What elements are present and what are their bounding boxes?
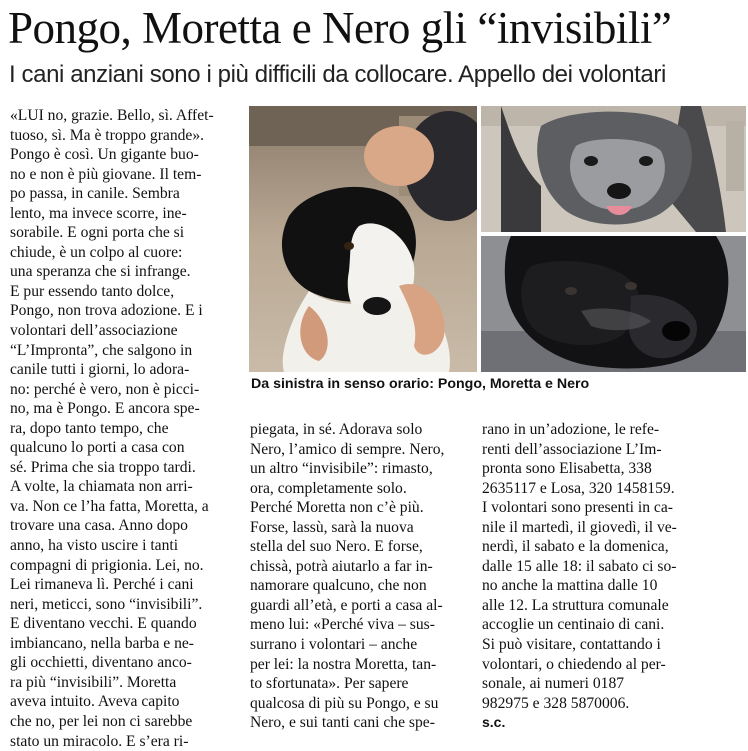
text-line: meno lui: «Perché viva – sus- <box>250 615 466 635</box>
text-line: Nero, l’amico di sempre. Nero, <box>250 440 466 460</box>
text-line: stella del suo Nero. E forse, <box>250 537 466 557</box>
text-line: renti dell’associazione L’Im- <box>482 440 740 460</box>
text-line: no: perché è vero, non è picci- <box>10 380 242 400</box>
text-line: nerdì, il sabato e la domenica, <box>482 537 740 557</box>
text-line: 2635117 e Losa, 320 1458159. <box>482 479 740 499</box>
text-line: «LUI no, grazie. Bello, sì. Affet- <box>10 106 242 126</box>
text-line: Forse, lassù, sarà la nuova <box>250 518 466 538</box>
text-line: sorabile. E ogni porta che si <box>10 223 242 243</box>
text-line: lento, ma invece scorre, ine- <box>10 204 242 224</box>
text-line: chiude, è un colpo al cuore: <box>10 243 242 263</box>
text-line: volontari dell’associazione <box>10 321 242 341</box>
text-line: piegata, in sé. Adorava solo <box>250 420 466 440</box>
photo-group <box>249 106 746 372</box>
text-line: “L’Impronta”, che salgono in <box>10 341 242 361</box>
text-line: ra più “invisibili”. Moretta <box>10 673 242 693</box>
article-column-2 <box>250 420 466 733</box>
text-line: surrano i volontari – anche <box>250 635 466 655</box>
text-line: neri, meticci, sono “invisibili”. <box>10 595 242 615</box>
text-line: guardi all’età, e porti a casa al- <box>250 596 466 616</box>
text-line: alle 12. La struttura comunale <box>482 596 740 616</box>
text-line: gli occhietti, diventano anco- <box>10 653 242 673</box>
text-line: aveva intuito. Aveva capito <box>10 692 242 712</box>
headline: Pongo, Moretta e Nero gli “invisibili” <box>8 2 743 54</box>
text-line: canile tutti i giorni, lo adora- <box>10 360 242 380</box>
text-line: E diventano vecchi. E quando <box>10 614 242 634</box>
text-line: qualcuno lo porti a casa con <box>10 438 242 458</box>
text-line: E pur essendo tanto dolce, <box>10 282 242 302</box>
article-column-1 <box>10 106 242 751</box>
text-line: namorare qualcuno, che non <box>250 576 466 596</box>
text-line: to sfortunata». Per sapere <box>250 674 466 694</box>
text-line: no, ma è Pongo. E ancora spe- <box>10 399 242 419</box>
text-line: una speranza che si infrange. <box>10 262 242 282</box>
photo-moretta <box>481 106 746 232</box>
photo-nero <box>481 236 746 372</box>
text-line: compagni di prigionia. Lei, no. <box>10 556 242 576</box>
photo-caption: Da sinistra in senso orario: Pongo, Moretta e Nero <box>251 374 746 394</box>
text-line: Lei rimaneva lì. Perché i cani <box>10 575 242 595</box>
text-line: trovare una casa. Anno dopo <box>10 516 242 536</box>
text-line: per lei: la nostra Moretta, tan- <box>250 655 466 675</box>
text-line: Perché Moretta non c’è più. <box>250 498 466 518</box>
text-line: imbiancano, nella barba e ne- <box>10 634 242 654</box>
text-line: qualcosa di più su Pongo, e su <box>250 694 466 714</box>
text-line: pronta sono Elisabetta, 338 <box>482 459 740 479</box>
text-line: po passa, in canile. Sembra <box>10 184 242 204</box>
text-line: I volontari sono presenti in ca- <box>482 498 740 518</box>
text-line: no e non è più giovane. Il tem- <box>10 165 242 185</box>
text-line: Pongo, non trova adozione. E i <box>10 301 242 321</box>
text-line: che no, per lei non ci sarebbe <box>10 712 242 732</box>
text-line: chissà, potrà aiutarlo a far in- <box>250 557 466 577</box>
text-line: stato un miracolo. E s’era ri- <box>10 732 242 751</box>
text-line: ora, completamente solo. <box>250 479 466 499</box>
text-line: accoglie un centinaio di cani. <box>482 615 740 635</box>
text-line: rano in un’adozione, le refe- <box>482 420 740 440</box>
text-line: nile il martedì, il giovedì, il ve- <box>482 518 740 538</box>
text-line: no anche la mattina dalle 10 <box>482 576 740 596</box>
photo-pongo <box>249 106 477 372</box>
text-line: tuoso, sì. Ma è troppo grande». <box>10 126 242 146</box>
text-line: A volte, la chiamata non arri- <box>10 477 242 497</box>
subheadline: I cani anziani sono i più difficili da collocare. Appello dei volontari <box>9 58 744 92</box>
text-line: sonale, ai numeri 0187 <box>482 674 740 694</box>
text-line: 982975 e 328 5870006. <box>482 694 740 714</box>
article-column-3 <box>482 420 740 733</box>
text-line: un altro “invisibile”: rimasto, <box>250 459 466 479</box>
text-line: sé. Prima che sia troppo tardi. <box>10 458 242 478</box>
text-line: anno, ha visto uscire i tanti <box>10 536 242 556</box>
author-signature: s.c. <box>482 713 740 733</box>
text-line: dalle 15 alle 18: il sabato ci so- <box>482 557 740 577</box>
text-line: va. Non ce l’ha fatta, Moretta, a <box>10 497 242 517</box>
text-line: ra, dopo tanto tempo, che <box>10 419 242 439</box>
text-line: Nero, e sui tanti cani che spe- <box>250 713 466 733</box>
text-line: volontari, o chiedendo al per- <box>482 655 740 675</box>
text-line: Pongo è così. Un gigante buo- <box>10 145 242 165</box>
text-line: Si può visitare, contattando i <box>482 635 740 655</box>
